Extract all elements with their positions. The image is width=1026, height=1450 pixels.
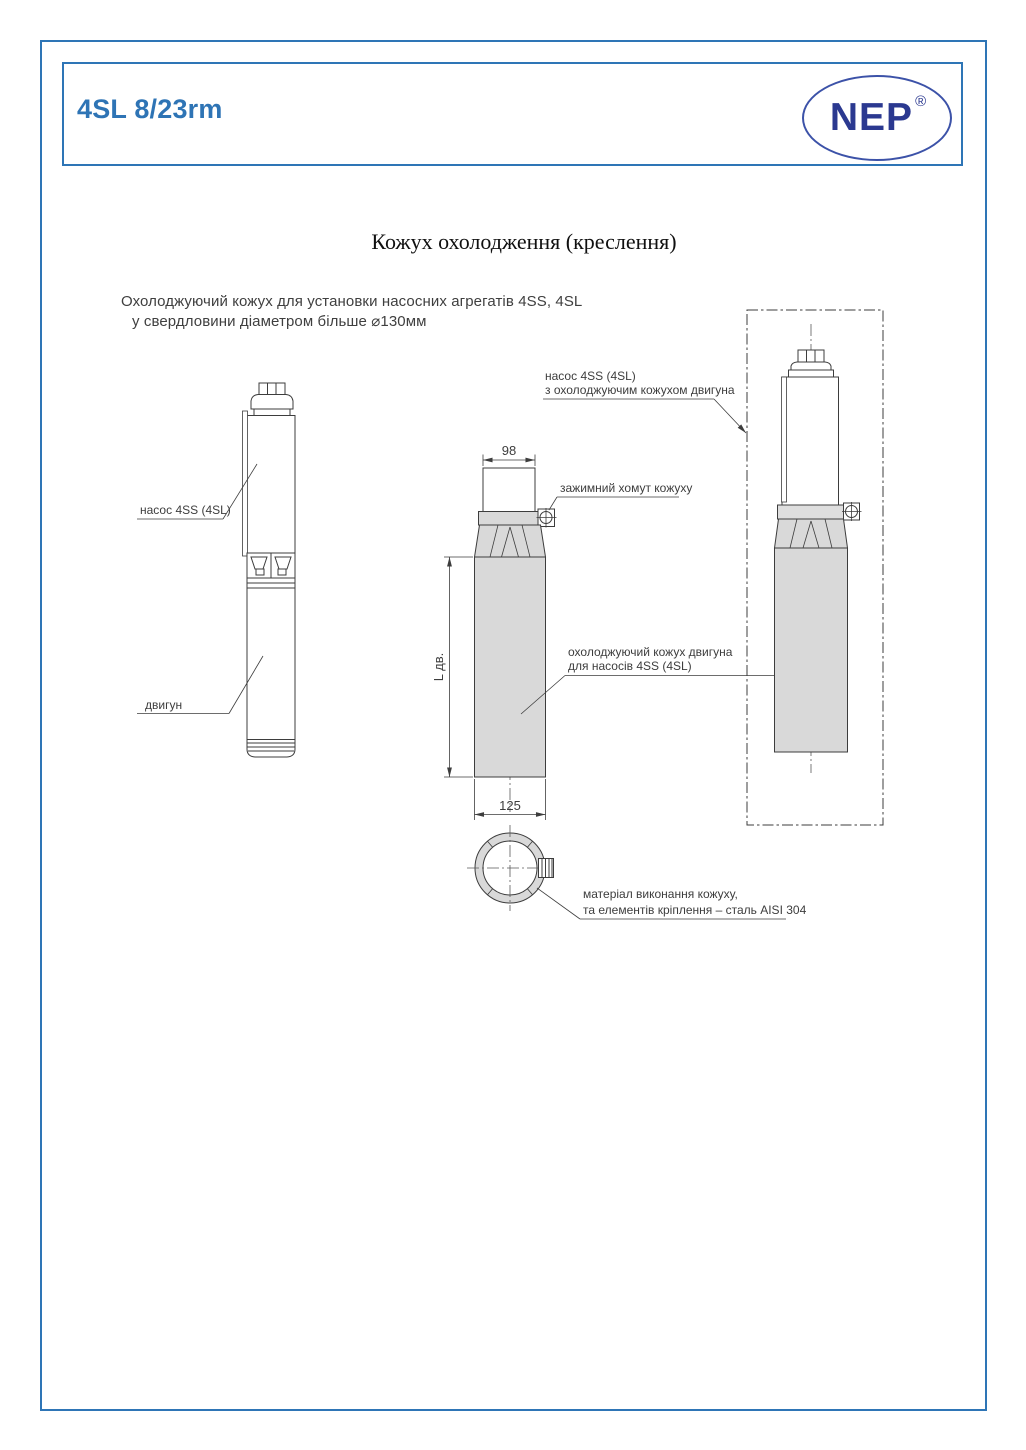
pump-motor-joint xyxy=(247,578,295,588)
assembly-label-line2: з охолоджуючим кожухом двигуна xyxy=(545,383,735,397)
page-title: 4SL 8/23rm xyxy=(77,94,223,124)
assembly-jacket-cone xyxy=(775,519,848,548)
material-label-line1: матеріал виконання кожуху, xyxy=(583,887,738,901)
pump-top-step xyxy=(254,409,290,416)
motor-label: двигун xyxy=(145,698,183,712)
dim-l-dv: L дв. xyxy=(431,652,446,682)
assembly-cable-strip xyxy=(782,377,787,502)
material-label-line2: та елементів кріплення – сталь AISI 304 xyxy=(583,903,807,917)
jacket-neck xyxy=(483,468,535,512)
jacket-label-line1: охолоджуючий кожух двигуна xyxy=(568,645,733,659)
assembly-jacket-body xyxy=(775,548,848,752)
assembly-pump-body xyxy=(782,377,839,505)
cross-section-view xyxy=(467,825,807,919)
pump-top-cap xyxy=(251,395,293,410)
valve-section xyxy=(247,553,295,578)
section-clamp-bolt xyxy=(539,859,554,878)
cooling-jacket-body xyxy=(475,557,546,777)
logo-text: NEP xyxy=(829,96,914,139)
dimension-length xyxy=(431,557,473,777)
assembly-leader-line xyxy=(714,399,746,433)
drawing-title: Кожух охолодження (креслення) xyxy=(371,229,677,254)
dim-98: 98 xyxy=(501,443,517,458)
assembly-top-step xyxy=(789,370,834,377)
dim-125: 125 xyxy=(499,798,521,813)
registered-trademark-icon: ® xyxy=(915,92,927,110)
pump-view xyxy=(137,383,295,757)
dimension-top-width xyxy=(483,443,535,466)
cable-guard-ribs xyxy=(259,383,285,395)
pump-label: насос 4SS (4SL) xyxy=(140,503,231,517)
clamp-band xyxy=(479,512,542,526)
clamp-leader-line xyxy=(549,497,557,510)
intro-line-2: у свердловини діаметром більше ⌀130мм xyxy=(132,313,427,330)
jacket-cone xyxy=(475,525,546,557)
intro-line-1: Охолоджуючий кожух для установки насосних агрегатів 4SS, 4SL xyxy=(121,293,583,310)
dimension-bottom-width xyxy=(475,779,546,820)
assembly-view xyxy=(543,310,883,825)
clamp-label: зажимний хомут кожуху xyxy=(560,481,693,495)
material-leader-line xyxy=(537,888,580,919)
assembly-label-line1: насос 4SS (4SL) xyxy=(545,369,636,383)
assembly-clamp-band xyxy=(778,505,844,519)
assembly-top-cap xyxy=(791,362,831,370)
assembly-clamp-bolt xyxy=(842,502,862,521)
assembly-cable-guard-ribs xyxy=(798,350,824,362)
jacket-label-line2: для насосів 4SS (4SL) xyxy=(568,659,692,673)
